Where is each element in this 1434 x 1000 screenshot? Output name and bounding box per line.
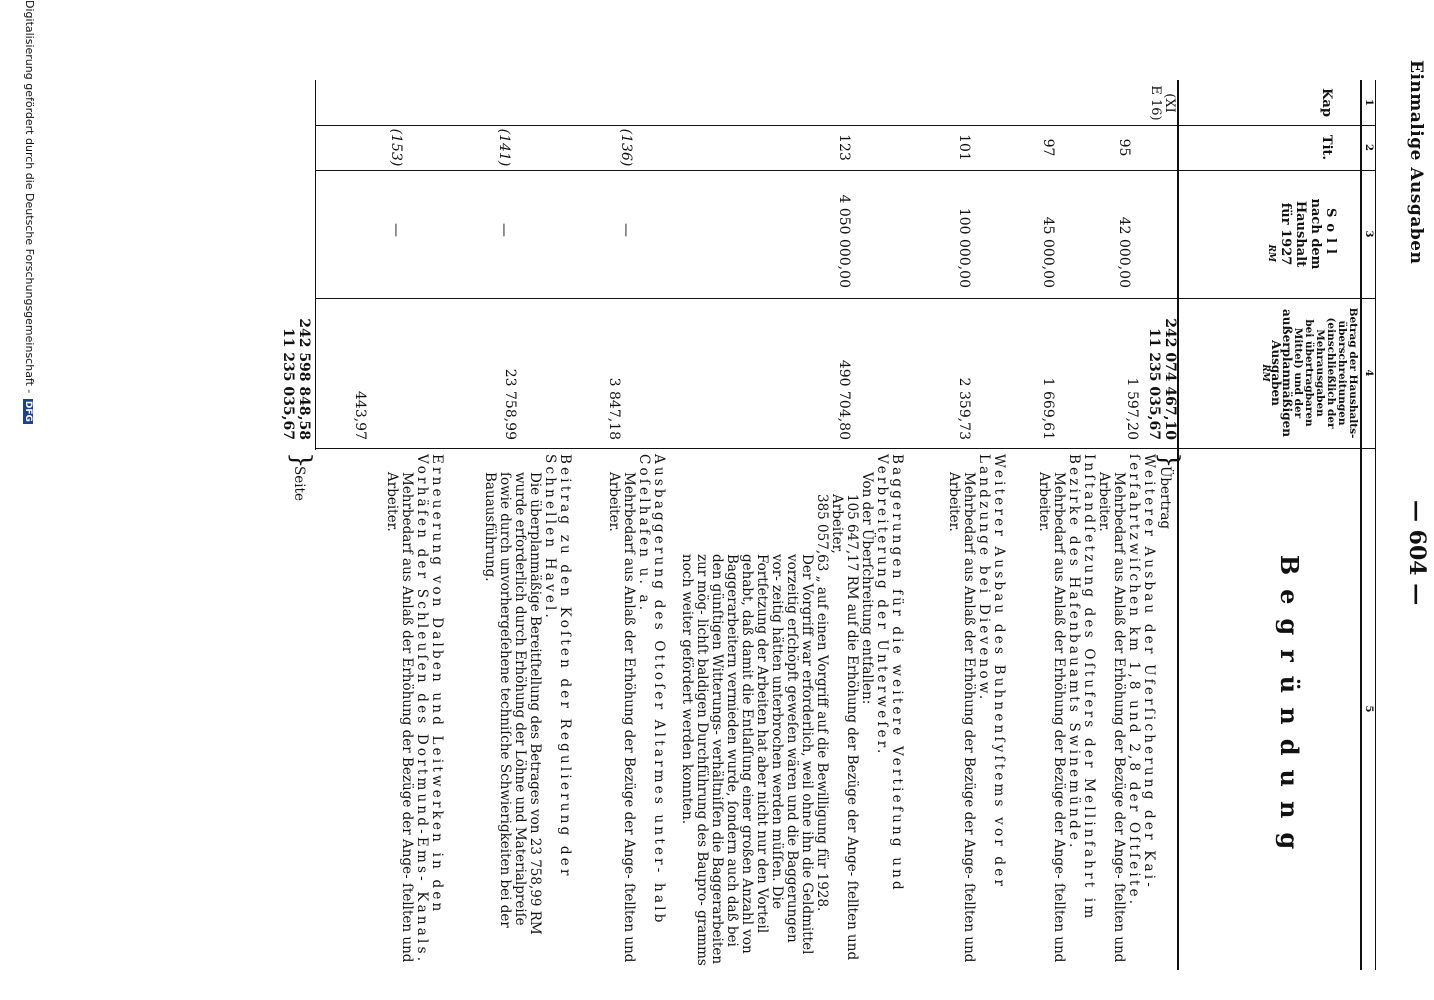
row-123-body-4: Der Vorgriff war erforderlich, weil ohne ihn die Geldmittel vorzeitig erſchöpft geweſen wären und die Baggerungen vor- zeitig hätten unterbrochen werden müſſen. Die Fortſetzung der Arbeiten hat aber nicht nur den Vorteil gehabt, daß damit die Entlaſſung einer großen Anzahl von Baggerarbeitern vermieden wurde, ſondern auch daß bei den günſtigen Witterungs- verhältniſſen die Baggerarbeiten zur mög- lichſt baldigen Durchführung des Baupro- gramms noch weiter gefördert werden konnten. [679,554,815,966]
carry-out-line-2: 11 235 035,67 [280,327,296,440]
colnum-1: 1 [1363,99,1374,106]
betrag-line-1: Betrag der Haushalts- [1347,307,1359,439]
carry-in-brace: } [1154,452,1184,469]
colnum-4: 4 [1363,369,1374,377]
col-divider-3 [316,298,1376,299]
row-153-text [384,454,444,966]
row-101-body: Mehrbedarf aus Anlaß der Erhöhung der Bezüge der Ange- ſtellten und Arbeiter. [946,472,977,963]
row-123-betrag: 490 704,80 [836,359,852,440]
col-divider-2 [316,170,1376,171]
row-141-tit: (141) [496,128,512,167]
carry-out-label: Seite [291,466,307,501]
col-divider-4 [316,448,1376,449]
row-95-tit: 95 [1116,138,1132,157]
row-101-title: Weiterer Ausbau des Buhnenſyſtems vor der Landzunge bei Dievenow. [976,454,1007,890]
row-101-betrag: 2 359,73 [956,377,972,440]
row-95-betrag: 1 597,20 [1124,377,1140,440]
row-123-soll: 4 050 000,00 [836,194,852,288]
betrag-line-6: Mittel) und der [1292,327,1304,419]
row-97-text [1036,454,1096,966]
row-141-betrag: 23 758,99 [502,368,518,440]
page-header-title: Einmalige Ausgaben [1406,60,1426,265]
betrag-unit: RM [1260,364,1270,382]
carry-in-label: Übertrag [1157,466,1173,530]
carry-in-line-1: 242 074 467,10 [1162,318,1178,440]
footer-text: Digitalisierung gefördert durch die Deutsche Forschungsgemeinschaft - [23,0,36,394]
row-123-body-2: 105 647,17 RM auf die Erhöhung der Bezüge der Ange- ſtellten und Arbeiter, [829,494,860,961]
colnum-2: 2 [1363,144,1374,151]
rule-top [1375,80,1376,970]
row-97-body: Mehrbedarf aus Anlaß der Erhöhung der Bezüge der Ange- ſtellten und Arbeiter. [1036,472,1067,963]
row-97-tit: 97 [1040,138,1056,157]
row-97-betrag: 1 669,61 [1040,377,1056,440]
rule-bottom [315,80,316,450]
row-141-title: Beitrag zu den Koſten der Regulierung der Schnellen Havel. [542,454,573,879]
row-123-text [679,454,904,966]
kap-marker-line-1: (XI [1162,93,1177,113]
row-95-text [1096,454,1156,966]
carry-out-amounts [280,300,312,440]
colnum-3: 3 [1363,230,1374,238]
kap-marker-line-2: E 16) [1148,85,1163,121]
rule-header-bottom [1177,80,1179,970]
col-header-betrag [1259,300,1358,446]
row-101-text [946,454,1006,966]
row-97-soll: 45 000,00 [1040,216,1056,288]
row-95-soll: 42 000,00 [1116,216,1132,288]
col-header-tit: Tit. [1319,134,1334,161]
row-141-body: Die überplanmäßige Bereitſtellung des Betrages von 23 758,99 RM wurde erforderlich durch Erhöhung der Löhne und Materialpreiſe ſowie durch unvorhergeſehene techniſche Schwierigkeiten bei der Bauausführung. [482,472,543,935]
betrag-line-2: überschreitungen [1336,320,1348,426]
betrag-line-4: Mehrausgaben [1314,329,1326,417]
betrag-line-7: außerplanmäßigen [1280,309,1294,437]
row-101-soll: 100 000,00 [956,207,972,288]
row-136-betrag: 3 847,18 [606,377,622,440]
col-header-kap: Kap [1319,88,1334,117]
row-136-title: Ausbaggerung des Ottoſer Altarmes unter- halb Coſelhafen u. a. [636,454,667,926]
betrag-line-8: Ausgaben [1269,340,1283,406]
soll-unit: RM [1266,244,1276,262]
digitization-footer [23,0,36,424]
rule-top-2 [1360,80,1362,970]
row-153-betrag: 443,97 [352,391,368,440]
row-153-body: Mehrbedarf aus Anlaß der Erhöhung der Bezüge der Ange- ſtellten und Arbeiter. [384,472,415,963]
row-153-title: Erneuerung von Dalben und Leitwerken in den Vorhäfen der Schleuſen des Dortmund-Ems- Kanals. [414,454,445,965]
colnum-5: 5 [1363,705,1374,713]
row-101-tit: 101 [956,134,972,161]
soll-line-3: Haushalt [1293,200,1308,268]
row-123-tit: 123 [836,134,852,161]
soll-line-4: für 1927 [1278,202,1293,266]
row-141-soll: — [496,223,512,237]
row-123-body-1: Von der Überſchreitung entfallen: [859,472,875,705]
kap-marker [1148,82,1176,124]
col-header-begruendung: Begründung [1275,554,1304,864]
row-153-soll: — [388,223,404,237]
carry-out-line-1: 242 598 848,58 [296,318,312,440]
dfg-logo: DFG [23,400,33,422]
row-123-title: Baggerungen für die weitere Vertiefung und Verbreiterung der Unterweſer. [874,454,905,893]
soll-line-2: nach dem [1308,198,1323,270]
row-95-body: Mehrbedarf aus Anlaß der Erhöhung der Bezüge der Ange- ſtellten und Arbeiter. [1096,472,1127,963]
carry-in-amounts [1146,300,1178,440]
col-header-soll [1263,170,1338,298]
row-141-text [482,454,572,966]
carry-out-brace: } [286,452,316,469]
row-136-body: Mehrbedarf aus Anlaß der Erhöhung der Bezüge der Ange- ſtellten und Arbeiter. [606,472,637,963]
row-153-tit: (153) [388,128,404,167]
row-123-body-3: 385 057,63 „ auf einen Vorgriff auf die Bewilligung für 1928. [814,494,830,912]
row-97-title: Inſtandſetzung des Oſtufers der Mellinfahrt im Bezirke des Hafenbauamts Swinemünde. [1066,454,1097,922]
soll-line-1: Soll [1323,208,1338,260]
row-95-title: Weiterer Ausbau der Uferſicherung der Kai- ſerfahrtzwiſchen km 1,8 und 2,8 der Oſtſeite. [1126,454,1157,908]
row-136-soll: — [618,223,634,237]
carry-in-line-2: 11 235 035,67 [1146,327,1162,440]
betrag-line-3: (einschließlich der [1325,317,1337,429]
row-136-text [606,454,666,966]
page-number: — 604 — [1404,500,1430,606]
row-136-tit: (136) [618,128,634,167]
betrag-line-5: bei übertragbaren [1303,319,1315,427]
